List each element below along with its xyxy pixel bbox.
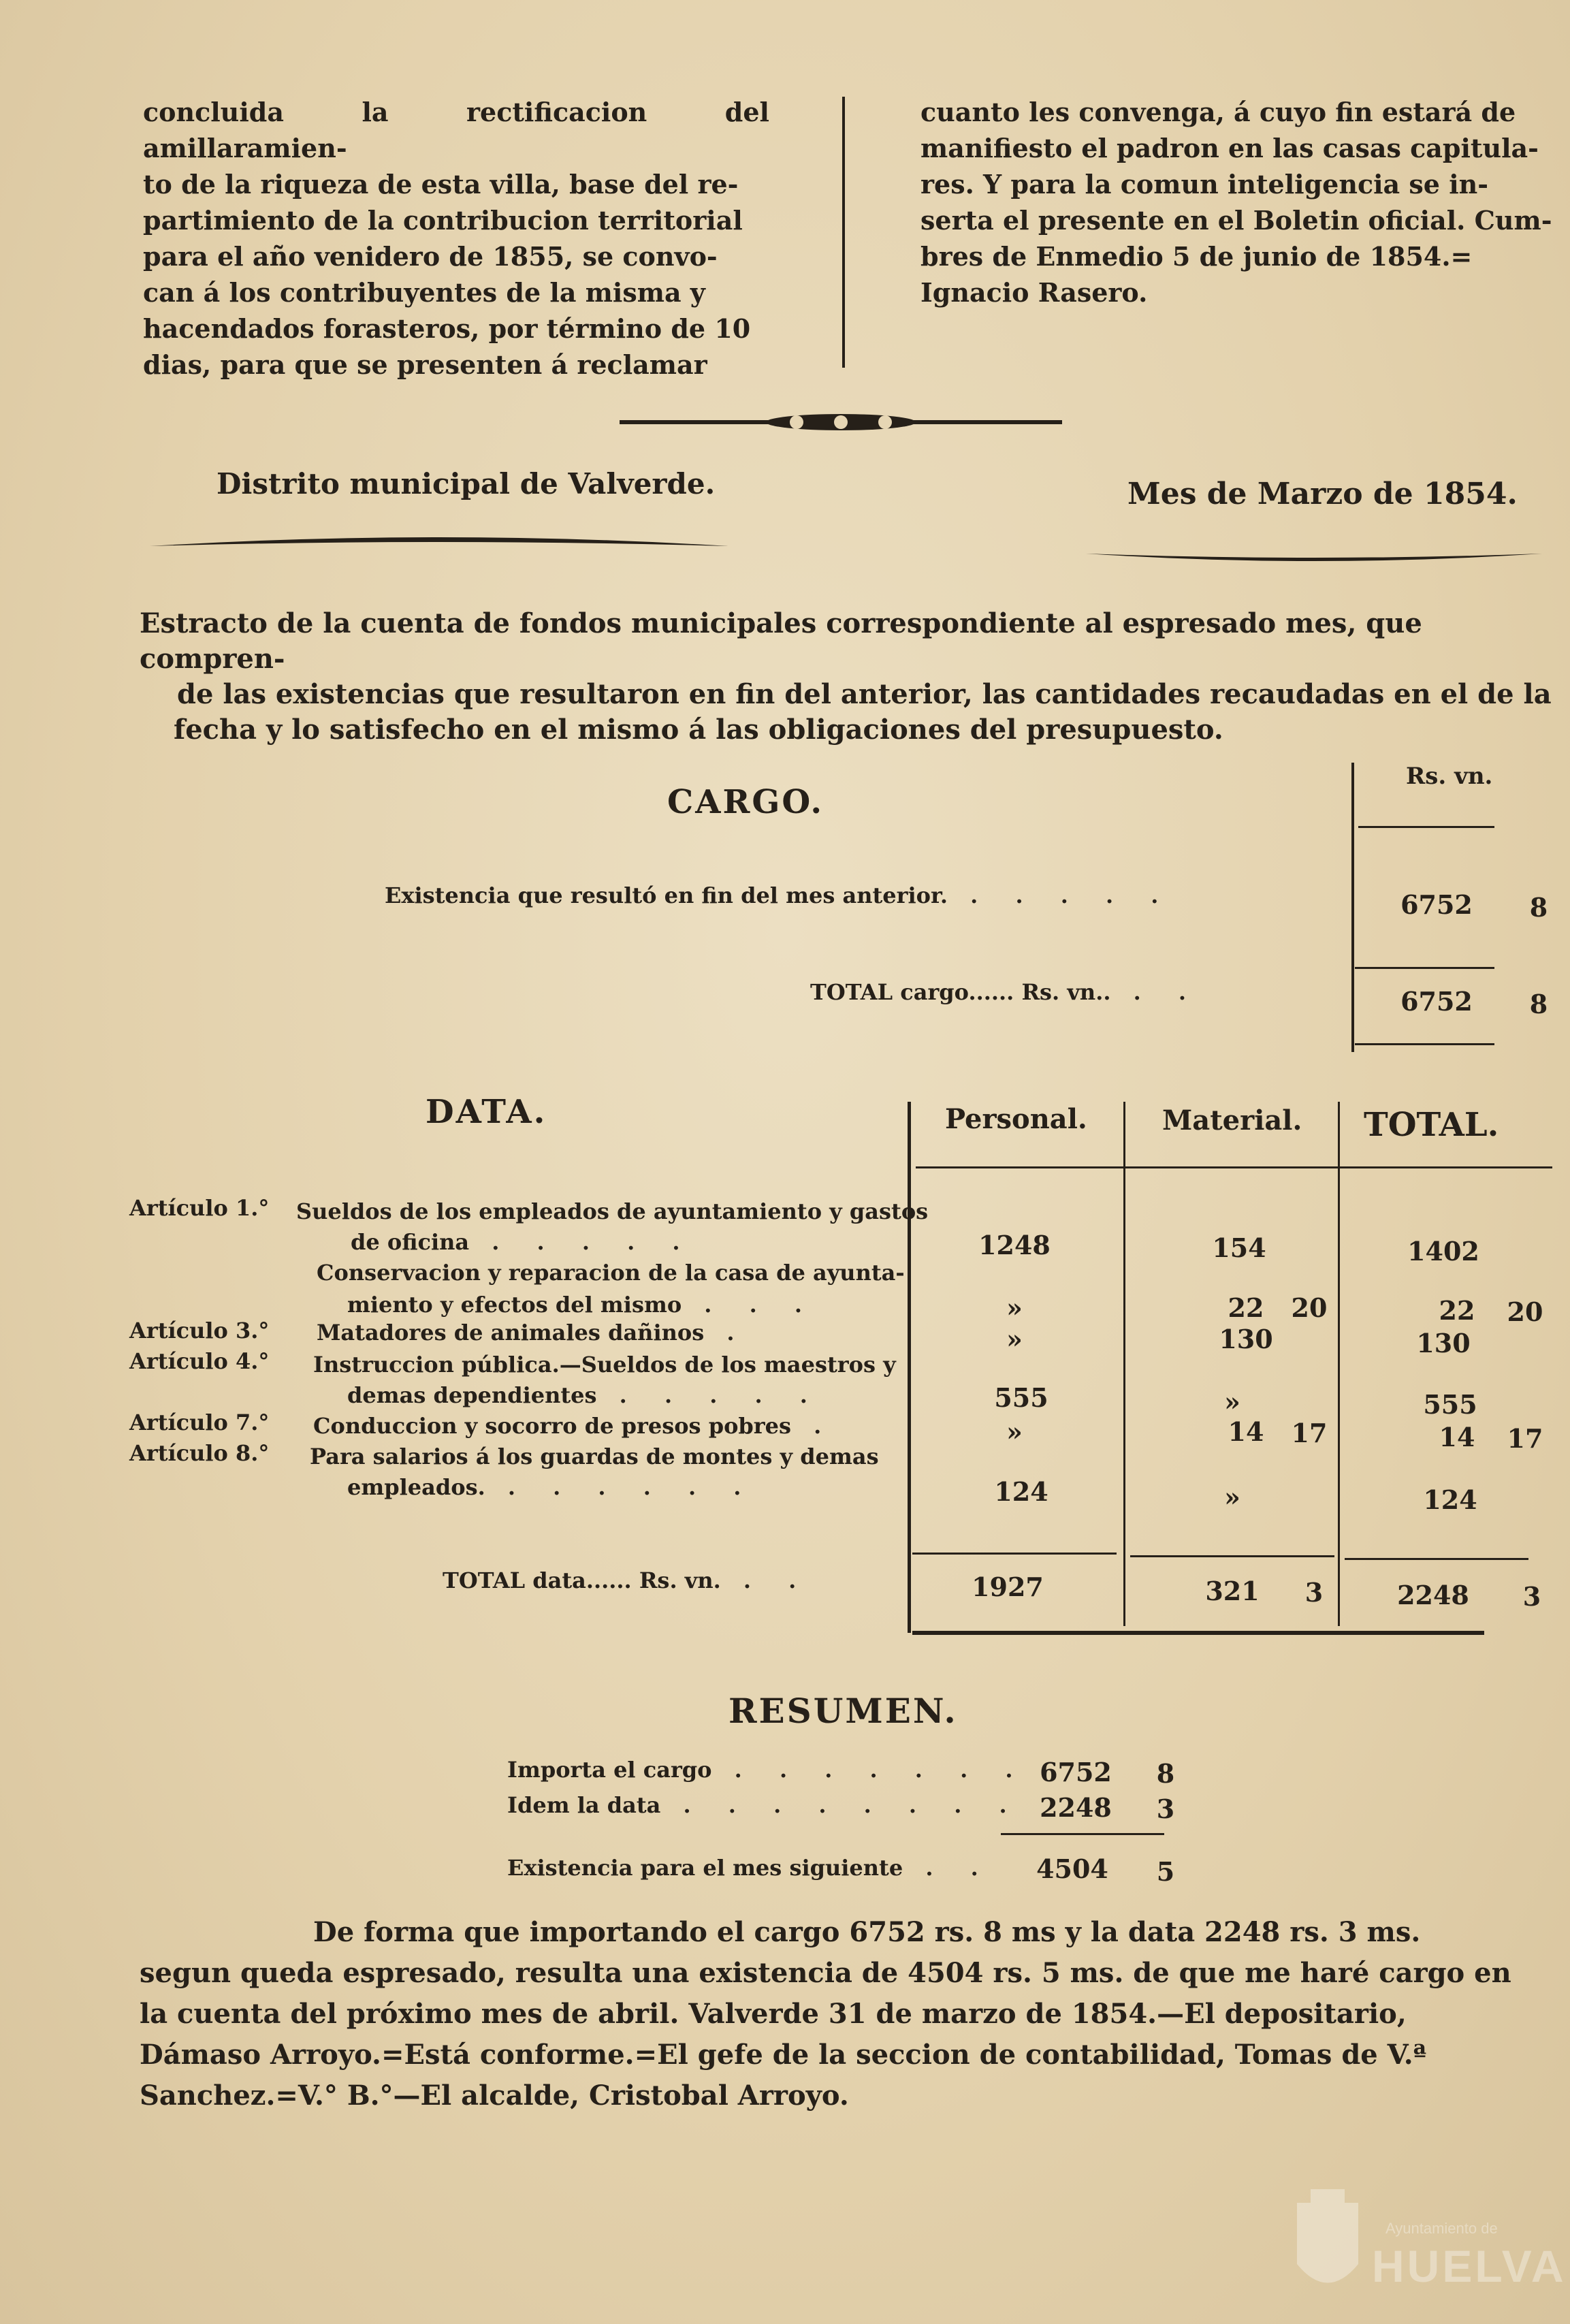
row-desc: de oficina . . . . .	[351, 1229, 695, 1255]
intro-left-line: to de la riqueza de esta villa, base del re-	[143, 169, 739, 200]
material-value: »	[1224, 1386, 1240, 1417]
intro-left-line: can á los contribuyentes de la misma y	[143, 277, 705, 308]
article-label: Artículo 3.°	[129, 1318, 270, 1343]
extract-line: de las existencias que resultaron en fin del anterior, las cantidades recaudadas en el de la	[177, 678, 1552, 710]
total-total-ms: 3	[1522, 1581, 1541, 1612]
data-total-label: TOTAL data...... Rs. vn. . .	[443, 1567, 812, 1593]
resumen-data-ms: 3	[1156, 1794, 1175, 1824]
row-desc: Sueldos de los empleados de ayuntamiento y gastos	[296, 1198, 929, 1224]
data-sum-rule	[912, 1553, 1117, 1555]
data-rule-3	[1338, 1102, 1340, 1626]
extract-line: Estracto de la cuenta de fondos municipales correspondiente al espresado mes, que compren-	[140, 607, 1422, 675]
personal-value: »	[1006, 1292, 1023, 1323]
resumen-exist-label: Existencia para el mes siguiente . .	[507, 1855, 993, 1881]
row-desc: Conduccion y socorro de presos pobres .	[313, 1413, 837, 1439]
col-total-header: TOTAL.	[1364, 1106, 1499, 1144]
cargo-title: CARGO.	[667, 783, 824, 821]
closing-line: Dámaso Arroyo.=Está conforme.=El gefe de la seccion de contabilidad, Tomas de V.ª	[140, 2039, 1427, 2071]
total-value: 555	[1423, 1389, 1477, 1420]
col-material-header: Material.	[1162, 1104, 1302, 1136]
total-ms-value: 20	[1507, 1296, 1543, 1327]
cargo-total-ms: 8	[1529, 989, 1548, 1019]
material-ms-value: 20	[1291, 1292, 1328, 1323]
resumen-data-label: Idem la data . . . . . . . .	[507, 1792, 1022, 1818]
col-personal-header: Personal.	[945, 1103, 1087, 1135]
cargo-col-header: Rs. vn.	[1406, 763, 1493, 790]
intro-right-line: Ignacio Rasero.	[920, 277, 1148, 308]
total-value: 22	[1439, 1295, 1475, 1326]
closing-line: De forma que importando el cargo 6752 rs. 8 ms y la data 2248 rs. 3 ms.	[313, 1916, 1421, 1948]
row-desc: Instruccion pública.—Sueldos de los maestros y	[313, 1352, 896, 1378]
data-rule-2	[1123, 1102, 1125, 1626]
ornament-divider	[613, 405, 1069, 439]
resumen-sum-rule	[1001, 1833, 1164, 1835]
right-swash	[1083, 541, 1545, 569]
intro-right-line: serta el presente en el Boletin oficial. Cum-	[920, 205, 1552, 236]
intro-right-line: res. Y para la comun inteligencia se in-	[920, 169, 1489, 200]
total-value: 124	[1423, 1484, 1477, 1515]
personal-value: 555	[994, 1382, 1048, 1413]
article-label: Artículo 7.°	[129, 1410, 270, 1435]
row-desc: miento y efectos del mismo . . .	[347, 1292, 817, 1318]
huelva-watermark	[1290, 2189, 1567, 2305]
material-ms-value: 17	[1291, 1418, 1328, 1448]
extract-line: fecha y lo satisfecho en el mismo á las obligaciones del presupuesto.	[174, 714, 1223, 746]
intro-left-line: hacendados forasteros, por término de 10	[143, 313, 751, 344]
data-header-rule	[916, 1166, 1552, 1168]
intro-right-column	[920, 94, 1557, 311]
closing-line: la cuenta del próximo mes de abril. Valverde 31 de marzo de 1854.—El depositario,	[140, 1998, 1407, 2030]
district-title: Distrito municipal de Valverde.	[217, 467, 716, 500]
existencia-rs: 6752	[1400, 889, 1473, 920]
extract-paragraph	[140, 606, 1556, 748]
material-value: 14	[1228, 1416, 1264, 1447]
intro-left-line: para el año venidero de 1855, se convo-	[143, 241, 718, 272]
personal-value: 1248	[978, 1230, 1051, 1260]
closing-line: segun queda espresado, resulta una existencia de 4504 rs. 5 ms. de que me haré cargo en	[140, 1957, 1511, 1989]
article-label: Artículo 8.°	[129, 1440, 270, 1466]
intro-right-line: cuanto les convenga, á cuyo fin estará de	[920, 97, 1516, 127]
total-value: 130	[1416, 1328, 1471, 1358]
row-desc: empleados. . . . . . .	[347, 1474, 756, 1500]
row-desc: Conservacion y reparacion de la casa de ayunta-	[317, 1260, 905, 1286]
resumen-exist-rs: 4504	[1036, 1853, 1108, 1884]
personal-value: »	[1006, 1324, 1023, 1354]
cargo-total-rs: 6752	[1400, 986, 1473, 1017]
cargo-total-label: TOTAL cargo...... Rs. vn.. . .	[810, 979, 1202, 1005]
watermark-small-text: Ayuntamiento de	[1385, 2220, 1498, 2237]
material-value: 130	[1219, 1324, 1273, 1354]
intro-left-line: partimiento de la contribucion territorial	[143, 205, 743, 236]
material-value: 154	[1212, 1232, 1266, 1263]
personal-value: 124	[994, 1476, 1048, 1507]
resumen-title: RESUMEN.	[728, 1691, 958, 1731]
intro-right-line: bres de Enmedio 5 de junio de 1854.=	[920, 241, 1473, 272]
total-material-ms: 3	[1304, 1577, 1324, 1608]
resumen-cargo-label: Importa el cargo . . . . . . .	[507, 1757, 1028, 1783]
data-sum-rule	[1345, 1558, 1528, 1560]
resumen-data-rs: 2248	[1040, 1792, 1112, 1823]
resumen-cargo-rs: 6752	[1040, 1757, 1112, 1787]
closing-paragraph	[140, 1912, 1556, 2116]
total-total: 2248	[1397, 1580, 1469, 1610]
existencia-label: Existencia que resultó en fin del mes anterior. . . . . .	[385, 882, 1174, 908]
intro-left-column	[143, 94, 769, 383]
data-title: DATA.	[426, 1093, 547, 1131]
month-title: Mes de Marzo de 1854.	[1127, 477, 1518, 511]
row-desc: Matadores de animales dañinos .	[317, 1320, 750, 1346]
intro-right-line: manifiesto el padron en las casas capitula-	[920, 133, 1539, 163]
article-label: Artículo 1.°	[129, 1195, 270, 1221]
data-bottom-rule	[912, 1631, 1484, 1635]
material-value: 22	[1228, 1292, 1264, 1323]
cargo-bottom-rule	[1355, 1043, 1494, 1045]
article-label: Artículo 4.°	[129, 1348, 270, 1374]
cargo-col-rule	[1351, 763, 1354, 1052]
data-rule-1	[908, 1102, 911, 1633]
total-material: 321	[1205, 1576, 1260, 1606]
total-ms-value: 17	[1507, 1423, 1543, 1454]
resumen-cargo-ms: 8	[1156, 1758, 1175, 1789]
watermark-big-text: HUELVA	[1372, 2241, 1567, 2291]
closing-line: Sanchez.=V.° B.°—El alcalde, Cristobal Arroyo.	[140, 2080, 849, 2112]
intro-left-line: dias, para que se presenten á reclamar	[143, 349, 707, 380]
personal-value: »	[1006, 1416, 1023, 1447]
resumen-exist-ms: 5	[1156, 1856, 1175, 1887]
cargo-header-rule	[1358, 826, 1494, 828]
row-desc: demas dependientes . . . . .	[347, 1382, 822, 1408]
cargo-sum-rule	[1355, 967, 1494, 969]
total-personal: 1927	[972, 1572, 1044, 1602]
total-value: 1402	[1407, 1236, 1479, 1267]
total-value: 14	[1439, 1422, 1475, 1452]
shield-icon	[1290, 2189, 1365, 2305]
column-divider	[842, 97, 845, 368]
material-value: »	[1224, 1482, 1240, 1512]
existencia-ms: 8	[1529, 892, 1548, 923]
row-desc: Para salarios á los guardas de montes y demas	[310, 1444, 879, 1469]
intro-left-line: concluida la rectificacion del amillaramien-	[143, 97, 769, 163]
left-swash	[146, 531, 732, 558]
data-sum-rule	[1130, 1555, 1334, 1557]
